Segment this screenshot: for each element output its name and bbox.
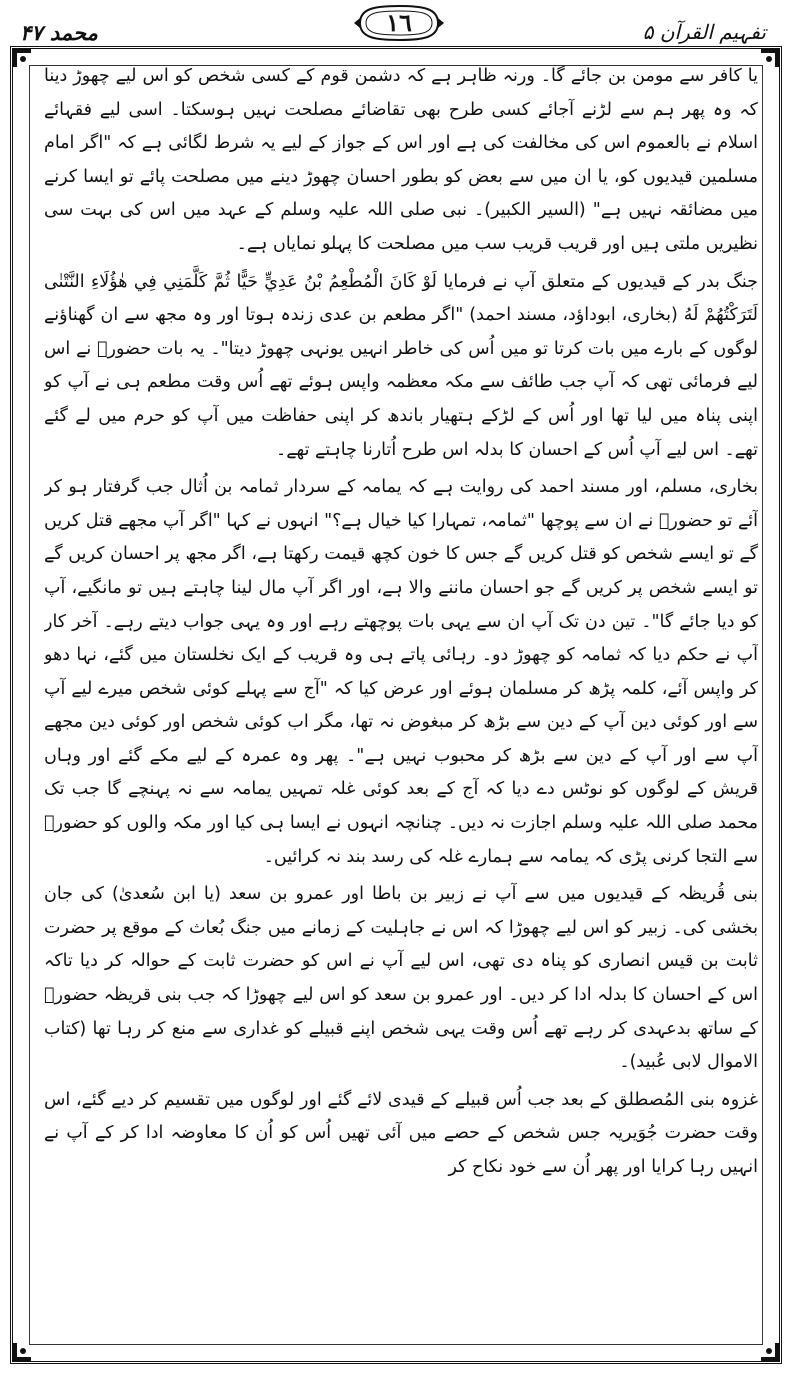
corner-ornament-icon (11, 47, 33, 69)
page-body-text (44, 60, 758, 1360)
corner-ornament-icon (11, 1341, 33, 1363)
paragraph: بنی قُریظہ کے قیدیوں میں سے آپ نے زبیر بن باطا اور عمرو بن سعد (یا ابن سُعدیٰ) کی جان بخشی کی۔ زبیر کو اس لیے چھوڑا کہ اس نے جاہلیت کے زمانے میں جنگ بُعاث کے موقع پر حضرت ثابت بن قیس انصاری کو پناہ دی تھی، اس لیے آپ نے اس کو حضرت ثابت کے حوالہ کر دیا تاکہ اس کے احسان کا بدلہ ادا کر دیں۔ اور عمرو بن سعد کو اس لیے چھوڑا کہ جب بنی قریظہ حضورؐ کے ساتھ بدعہدی کر رہے تھے اُس وقت یہی شخص اپنے قبیلے کو غداری سے منع کر رہا تھا (کتاب الاموال لابی عُبید)۔ (44, 884, 758, 1073)
corner-ornament-icon (759, 47, 781, 69)
corner-ornament-icon (759, 1341, 781, 1363)
page-number-badge (352, 2, 446, 44)
chapter-reference: محمد ۴۷ (20, 20, 98, 45)
paragraph: جنگ بدر کے قیدیوں کے متعلق آپ نے فرمایا لَوْ كَانَ الْمُطْعِمُ بْنُ عَدِيٍّ حَيًّا ثُمَّ كَلَّمَنِي فِي هٰؤُلَاءِ النَّتْنٰى لَتَرَكْتُهُمْ لَهُ (بخاری، ابوداؤد، مسند احمد) "اگر مطعم بن عدی زندہ ہوتا اور وہ مجھ سے ان گھناؤنے لوگوں کے بارے میں بات کرتا تو میں اُس کی خاطر انہیں یونہی چھوڑ دیتا"۔ یہ بات حضورؐ نے اس لیے فرمائی تھی کہ آپ جب طائف سے مکہ معظمہ واپس ہوئے تھے اُس وقت مطعم ہی نے آپ کو اپنی پناہ میں لیا تھا اور اُس کے لڑکے ہتھیار باندھ کر اپنی حفاظت میں آپ کو حرم میں لے گئے تھے۔ اس لیے آپ اُس کے احسان کا بدلہ اس طرح اُتارنا چاہتے تھے۔ (44, 271, 758, 460)
paragraph: یا کافر سے مومن بن جائے گا۔ ورنہ ظاہر ہے کہ دشمن قوم کے کسی شخص کو اس لیے چھوڑ دینا کہ وہ پھر ہم سے لڑنے آجائے کسی طرح بھی تقاضائے مصلحت نہیں ہوسکتا۔ اسی لیے فقہائے اسلام نے بالعموم اس کی مخالفت کی ہے اور اس کے جواز کے لیے یہ شرط لگائی ہے کہ "اگر امام مسلمین قیدیوں کو، یا ان میں سے بعض کو بطور احسان چھوڑ دینے میں مصلحت پائے تو ایسا کرنے میں مضائقہ نہیں ہے" (السیر الکبیر)۔ نبی صلی اللہ علیہ وسلم کے عہد میں اس کی بہت سی نظیریں ملتی ہیں اور قریب قریب سب میں مصلحت کا پہلو نمایاں ہے۔ (44, 66, 758, 254)
paragraph: غزوہ بنی المُصطلق کے بعد جب اُس قبیلے کے قیدی لائے گئے اور لوگوں میں تقسیم کر دیے گئے، اس وقت حضرت جُوَیریہ جس شخص کے حصے میں آئی تھیں اُس کو اُن کا معاوضہ ادا کر کے آپ نے انہیں رہا کرایا اور پھر اُن سے خود نکاح کر (44, 1089, 758, 1177)
paragraph: بخاری، مسلم، اور مسند احمد کی روایت ہے کہ یمامہ کے سردار ثمامہ بن اُثال جب گرفتار ہو کر آئے تو حضورؐ نے ان سے پوچھا "ثمامہ، تمہارا کیا خیال ہے؟" انہوں نے کہا "اگر آپ مجھے قتل کریں گے تو ایسے شخص کو قتل کریں گے جس کا خون کچھ قیمت رکھتا ہے، اگر مجھ پر احسان کریں گے تو ایسے شخص پر کریں گے جو احسان ماننے والا ہے، اور اگر آپ مال لینا چاہتے ہیں تو مانگیے، آپ کو دیا جائے گا"۔ تین دن تک آپ ان سے یہی بات پوچھتے رہے اور وہ یہی جواب دیتے رہے۔ آخر کار آپ نے حکم دیا کہ ثمامہ کو چھوڑ دو۔ رہائی پاتے ہی وہ قریب کے ایک نخلستان میں گئے، نہا دھو کر واپس آئے، کلمہ پڑھ کر مسلمان ہوئے اور عرض کیا کہ "آج سے پہلے کوئی شخص میرے لیے آپ سے اور کوئی دین آپ کے دین سے بڑھ کر مبغوض نہ تھا، مگر اب کوئی شخص اور کوئی دین مجھے آپ سے اور آپ کے دین سے بڑھ کر محبوب نہیں ہے"۔ پھر وہ عمرہ کے لیے مکے گئے اور وہاں قریش کے لوگوں کو نوٹس دے دیا کہ آج کے بعد کوئی غلہ تمہیں یمامہ سے نہ پہنچے گا جب تک محمد صلی اللہ علیہ وسلم اجازت نہ دیں۔ چنانچہ انہوں نے ایسا ہی کیا اور مکہ والوں کو حضورؐ سے التجا کرنی پڑی کہ یمامہ سے ہمارے غلہ کی رسد بند نہ کرائیں۔ (44, 477, 758, 867)
page-number: ١٦ (386, 8, 412, 37)
running-title: تفہیم القرآن ۵ (642, 20, 766, 44)
